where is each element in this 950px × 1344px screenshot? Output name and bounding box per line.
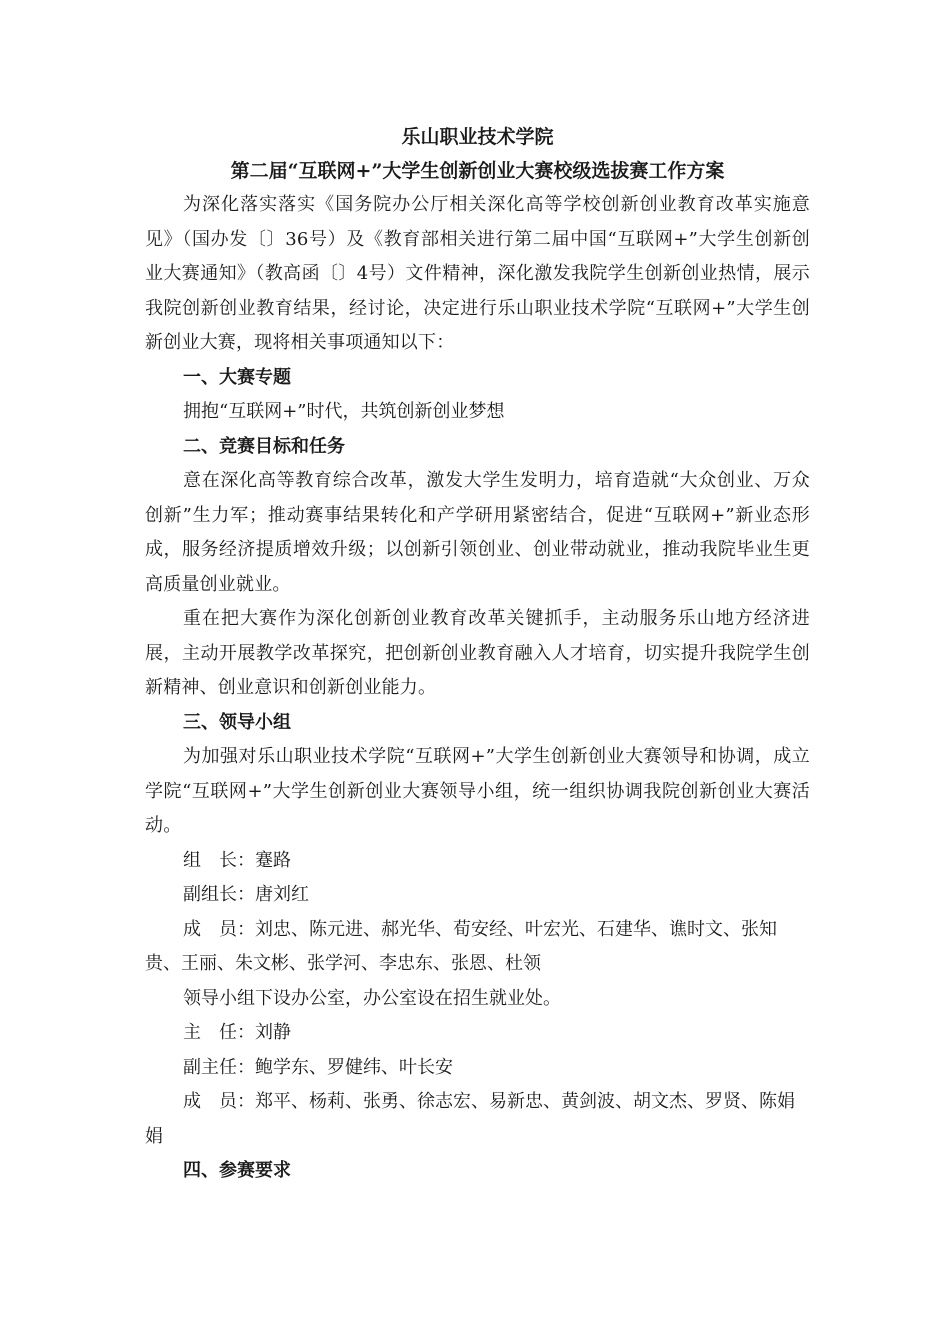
director-line: 主 任：刘静 [183, 1022, 291, 1043]
office-members-line: 成 员：郑平、杨莉、张勇、徐志宏、易新忠、黄剑波、胡文杰、罗贤、陈娟娟 [145, 1091, 795, 1147]
intro-paragraph: 为深化落实落实《国务院办公厅相关深化高等学校创新创业教育改革实施意见》（国办发〔〕36号）及《教育部相关进行第二届中国“互联网+”大学生创新创业大赛通知》（教高函〔〕4号）文件精神，深化激发我院学生创新创业热情，展示我院创新创业教育结果，经讨论，决定进行乐山职业技术学院“互联网+”大学生创新创业大赛，现将相关事项通知以下： [145, 194, 810, 353]
office-line: 领导小组下设办公室，办公室设在招生就业处。 [183, 987, 561, 1009]
vice-director-line: 副主任：鲍学东、罗健纬、叶长安 [183, 1056, 453, 1078]
section1-text: 拥抱“互联网+”时代，共筑创新创业梦想 [183, 401, 505, 422]
section2-paragraph-1: 意在深化高等教育综合改革，激发大学生发明力，培育造就“大众创业、万众创新”生力军；推动赛事结果转化和产学研用紧密结合，促进“互联网+”新业态形成，服务经济提质增效升级；以创新引领创业、创业带动就业，推动我院毕业生更高质量创业就业。 [145, 470, 810, 595]
section2-paragraph-2: 重在把大赛作为深化创新创业教育改革关键抓手，主动服务乐山地方经济进展，主动开展教学改革探究，把创新创业教育融入人才培育，切实提升我院学生创新精神、创业意识和创新创业能力。 [145, 608, 810, 698]
plan-title: 第二届“互联网+”大学生创新创业大赛校级选拔赛工作方案 [230, 160, 725, 182]
vice-leader-line: 副组长：唐刘红 [183, 884, 309, 905]
document-body [145, 120, 810, 1189]
section1-heading: 一、大赛专题 [183, 366, 291, 388]
members-line: 成 员：刘忠、陈元进、郝光华、荀安经、叶宏光、石建华、谯时文、张知贵、王丽、朱文彬、张学河、李忠东、张恩、杜领 [145, 918, 777, 974]
section4-heading: 四、参赛要求 [183, 1160, 291, 1181]
section3-heading: 三、领导小组 [183, 711, 291, 733]
leader-line: 组 长：蹇路 [183, 849, 291, 871]
section3-paragraph: 为加强对乐山职业技术学院“互联网+”大学生创新创业大赛领导和协调，成立学院“互联网+”大学生创新创业大赛领导小组，统一组织协调我院创新创业大赛活动。 [145, 746, 810, 836]
section2-heading: 二、竞赛目标和任务 [183, 435, 345, 457]
school-title: 乐山职业技术学院 [401, 126, 554, 148]
